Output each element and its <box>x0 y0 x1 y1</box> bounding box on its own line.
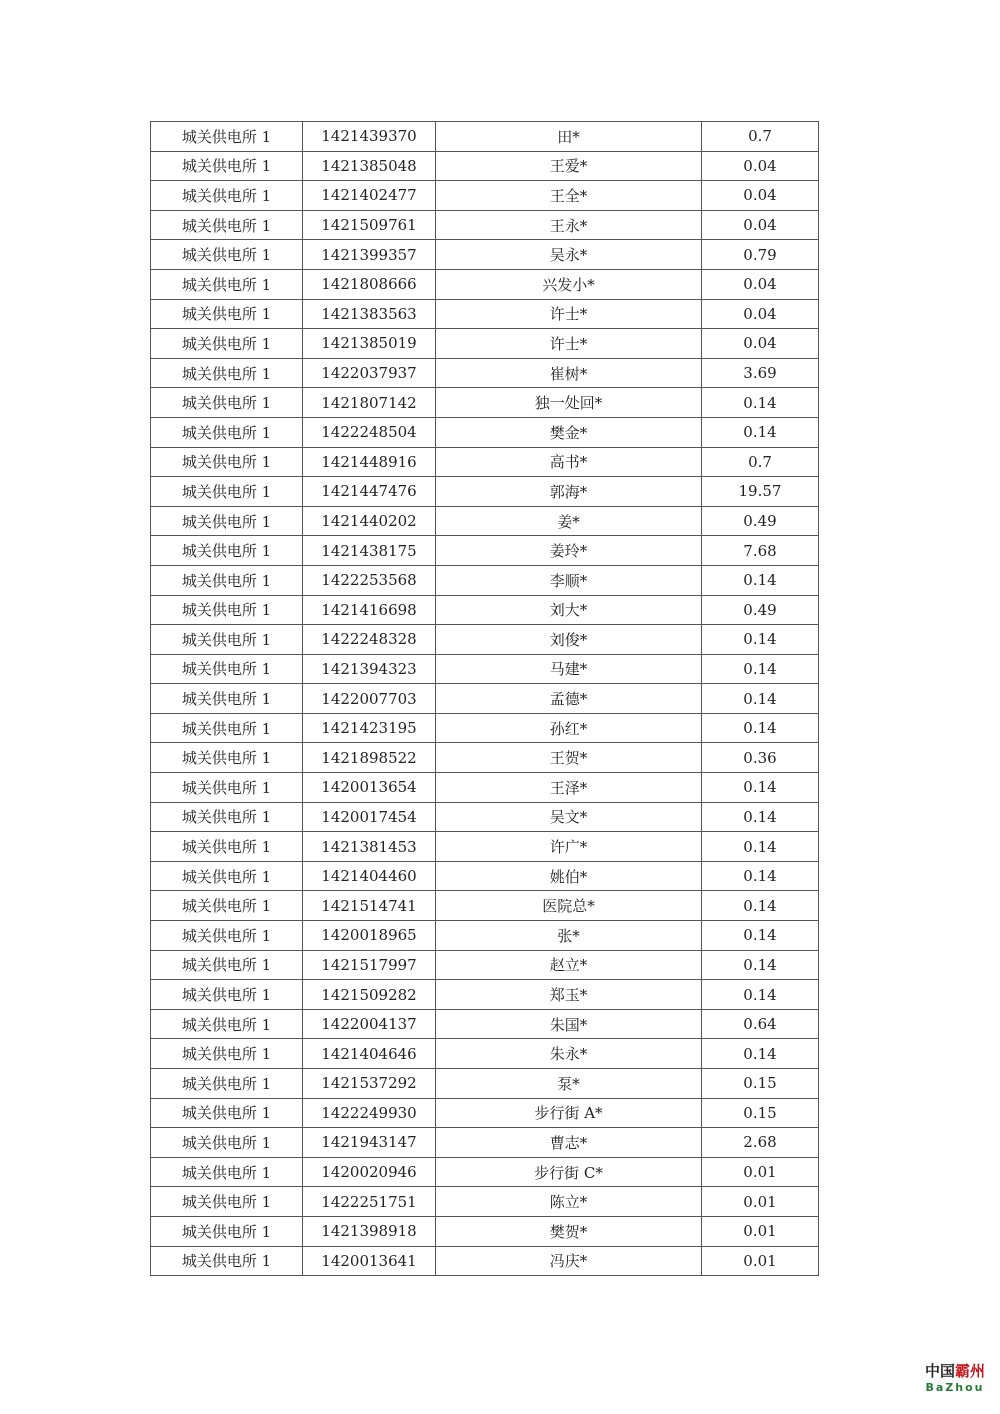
account-cell: 1420017454 <box>303 802 436 832</box>
amount-cell: 0.04 <box>702 181 819 211</box>
customer-cell: 吴文* <box>436 802 702 832</box>
table-row <box>151 506 819 536</box>
account-cell: 1421447476 <box>303 477 436 507</box>
amount-cell: 0.14 <box>702 654 819 684</box>
station-cell: 城关供电所 1 <box>151 921 303 951</box>
account-cell: 1421439370 <box>303 122 436 152</box>
station-cell: 城关供电所 1 <box>151 980 303 1010</box>
table-row <box>151 980 819 1010</box>
account-cell: 1421438175 <box>303 536 436 566</box>
table-row <box>151 477 819 507</box>
table-row <box>151 1069 819 1099</box>
customer-cell: 郑玉* <box>436 980 702 1010</box>
account-cell: 1422253568 <box>303 565 436 595</box>
amount-cell: 0.01 <box>702 1216 819 1246</box>
table-row <box>151 743 819 773</box>
table-row <box>151 1098 819 1128</box>
table-row <box>151 595 819 625</box>
account-cell: 1422248504 <box>303 417 436 447</box>
account-cell: 1421509761 <box>303 210 436 240</box>
station-cell: 城关供电所 1 <box>151 773 303 803</box>
account-cell: 1420013641 <box>303 1246 436 1276</box>
logo-title-red: 霸州 <box>955 1362 986 1380</box>
customer-cell: 王泽* <box>436 773 702 803</box>
logo-title <box>924 1364 986 1379</box>
amount-cell: 0.64 <box>702 1009 819 1039</box>
account-cell: 1421509282 <box>303 980 436 1010</box>
account-cell: 1421807142 <box>303 388 436 418</box>
account-cell: 1421394323 <box>303 654 436 684</box>
customer-cell: 吴永* <box>436 240 702 270</box>
account-cell: 1420020946 <box>303 1157 436 1187</box>
customer-cell: 王全* <box>436 181 702 211</box>
amount-cell: 0.04 <box>702 329 819 359</box>
amount-cell: 0.49 <box>702 595 819 625</box>
station-cell: 城关供电所 1 <box>151 506 303 536</box>
customer-cell: 朱国* <box>436 1009 702 1039</box>
table-row <box>151 181 819 211</box>
station-cell: 城关供电所 1 <box>151 1128 303 1158</box>
station-cell: 城关供电所 1 <box>151 151 303 181</box>
customer-cell: 医院总* <box>436 891 702 921</box>
customer-cell: 刘大* <box>436 595 702 625</box>
amount-cell: 0.49 <box>702 506 819 536</box>
table-row <box>151 1246 819 1276</box>
station-cell: 城关供电所 1 <box>151 181 303 211</box>
station-cell: 城关供电所 1 <box>151 388 303 418</box>
amount-cell: 0.14 <box>702 921 819 951</box>
amount-cell: 0.14 <box>702 1039 819 1069</box>
station-cell: 城关供电所 1 <box>151 240 303 270</box>
customer-cell: 独一处回* <box>436 388 702 418</box>
customer-cell: 兴发小* <box>436 269 702 299</box>
customer-cell: 崔树* <box>436 358 702 388</box>
table-row <box>151 802 819 832</box>
amount-cell: 0.04 <box>702 299 819 329</box>
customer-cell: 王贺* <box>436 743 702 773</box>
customer-cell: 张* <box>436 921 702 951</box>
station-cell: 城关供电所 1 <box>151 1187 303 1217</box>
station-cell: 城关供电所 1 <box>151 477 303 507</box>
account-cell: 1422004137 <box>303 1009 436 1039</box>
account-cell: 1422251751 <box>303 1187 436 1217</box>
account-cell: 1422037937 <box>303 358 436 388</box>
account-cell: 1421416698 <box>303 595 436 625</box>
customer-cell: 樊金* <box>436 417 702 447</box>
table-row <box>151 1039 819 1069</box>
customer-cell: 冯庆* <box>436 1246 702 1276</box>
account-cell: 1421383563 <box>303 299 436 329</box>
table-row <box>151 625 819 655</box>
amount-cell: 0.14 <box>702 565 819 595</box>
station-cell: 城关供电所 1 <box>151 1098 303 1128</box>
customer-cell: 樊贺* <box>436 1216 702 1246</box>
amount-cell: 0.14 <box>702 773 819 803</box>
amount-cell: 0.14 <box>702 625 819 655</box>
customer-cell: 陈立* <box>436 1187 702 1217</box>
customer-cell: 泵* <box>436 1069 702 1099</box>
amount-cell: 7.68 <box>702 536 819 566</box>
station-cell: 城关供电所 1 <box>151 1069 303 1099</box>
table-row <box>151 1216 819 1246</box>
customer-cell: 李顺* <box>436 565 702 595</box>
account-cell: 1421404646 <box>303 1039 436 1069</box>
amount-cell: 3.69 <box>702 358 819 388</box>
account-cell: 1421404460 <box>303 861 436 891</box>
account-cell: 1421537292 <box>303 1069 436 1099</box>
table-row <box>151 832 819 862</box>
station-cell: 城关供电所 1 <box>151 684 303 714</box>
amount-cell: 0.14 <box>702 802 819 832</box>
table-row <box>151 388 819 418</box>
table-row <box>151 713 819 743</box>
amount-cell: 0.01 <box>702 1157 819 1187</box>
amount-cell: 19.57 <box>702 477 819 507</box>
table-row <box>151 950 819 980</box>
table-row <box>151 358 819 388</box>
account-cell: 1421808666 <box>303 269 436 299</box>
station-cell: 城关供电所 1 <box>151 625 303 655</box>
station-cell: 城关供电所 1 <box>151 417 303 447</box>
account-cell: 1421385019 <box>303 329 436 359</box>
amount-cell: 0.14 <box>702 713 819 743</box>
amount-cell: 0.14 <box>702 861 819 891</box>
amount-cell: 0.36 <box>702 743 819 773</box>
customer-cell: 王永* <box>436 210 702 240</box>
customer-cell: 郭海* <box>436 477 702 507</box>
account-cell: 1422007703 <box>303 684 436 714</box>
station-cell: 城关供电所 1 <box>151 565 303 595</box>
table-row <box>151 891 819 921</box>
table-row <box>151 1128 819 1158</box>
table-row <box>151 1009 819 1039</box>
customer-cell: 马建* <box>436 654 702 684</box>
account-cell: 1420018965 <box>303 921 436 951</box>
table-row <box>151 773 819 803</box>
customer-cell: 姚伯* <box>436 861 702 891</box>
amount-cell: 0.14 <box>702 980 819 1010</box>
table-row <box>151 565 819 595</box>
amount-cell: 0.15 <box>702 1069 819 1099</box>
account-cell: 1421517997 <box>303 950 436 980</box>
amount-cell: 0.04 <box>702 269 819 299</box>
station-cell: 城关供电所 1 <box>151 447 303 477</box>
customer-cell: 田* <box>436 122 702 152</box>
station-cell: 城关供电所 1 <box>151 299 303 329</box>
station-cell: 城关供电所 1 <box>151 832 303 862</box>
station-cell: 城关供电所 1 <box>151 1216 303 1246</box>
table-row <box>151 299 819 329</box>
customer-cell: 步行街 C* <box>436 1157 702 1187</box>
account-cell: 1421398918 <box>303 1216 436 1246</box>
station-cell: 城关供电所 1 <box>151 1009 303 1039</box>
table-row <box>151 210 819 240</box>
customer-cell: 许广* <box>436 832 702 862</box>
logo-title-black: 中国 <box>924 1362 955 1380</box>
station-cell: 城关供电所 1 <box>151 861 303 891</box>
table-row <box>151 536 819 566</box>
account-cell: 1422248328 <box>303 625 436 655</box>
customer-cell: 姜玲* <box>436 536 702 566</box>
amount-cell: 0.04 <box>702 210 819 240</box>
account-cell: 1421385048 <box>303 151 436 181</box>
amount-cell: 0.7 <box>702 122 819 152</box>
amount-cell: 0.01 <box>702 1187 819 1217</box>
table-row <box>151 151 819 181</box>
table-row <box>151 240 819 270</box>
station-cell: 城关供电所 1 <box>151 358 303 388</box>
customer-cell: 王爱* <box>436 151 702 181</box>
customer-cell: 朱永* <box>436 1039 702 1069</box>
station-cell: 城关供电所 1 <box>151 654 303 684</box>
data-table <box>150 121 819 1276</box>
account-cell: 1421514741 <box>303 891 436 921</box>
table-row <box>151 861 819 891</box>
site-logo <box>924 1364 986 1393</box>
station-cell: 城关供电所 1 <box>151 1157 303 1187</box>
table-row <box>151 1157 819 1187</box>
customer-cell: 许士* <box>436 329 702 359</box>
table-row <box>151 447 819 477</box>
account-cell: 1421381453 <box>303 832 436 862</box>
table-row <box>151 122 819 152</box>
logo-latin: BaZhou <box>925 1381 985 1394</box>
customer-cell: 姜* <box>436 506 702 536</box>
amount-cell: 0.14 <box>702 891 819 921</box>
table-row <box>151 329 819 359</box>
amount-cell: 0.01 <box>702 1246 819 1276</box>
account-cell: 1421448916 <box>303 447 436 477</box>
customer-cell: 高书* <box>436 447 702 477</box>
account-cell: 1421898522 <box>303 743 436 773</box>
station-cell: 城关供电所 1 <box>151 891 303 921</box>
amount-cell: 0.79 <box>702 240 819 270</box>
account-cell: 1421423195 <box>303 713 436 743</box>
station-cell: 城关供电所 1 <box>151 536 303 566</box>
customer-cell: 孙红* <box>436 713 702 743</box>
table-body <box>151 122 819 1276</box>
station-cell: 城关供电所 1 <box>151 122 303 152</box>
account-cell: 1421440202 <box>303 506 436 536</box>
table-row <box>151 684 819 714</box>
station-cell: 城关供电所 1 <box>151 713 303 743</box>
table-row <box>151 1187 819 1217</box>
table-row <box>151 921 819 951</box>
customer-cell: 许士* <box>436 299 702 329</box>
station-cell: 城关供电所 1 <box>151 743 303 773</box>
table-row <box>151 269 819 299</box>
amount-cell: 0.14 <box>702 832 819 862</box>
station-cell: 城关供电所 1 <box>151 1039 303 1069</box>
customer-cell: 曹志* <box>436 1128 702 1158</box>
customer-cell: 刘俊* <box>436 625 702 655</box>
account-cell: 1422249930 <box>303 1098 436 1128</box>
station-cell: 城关供电所 1 <box>151 1246 303 1276</box>
station-cell: 城关供电所 1 <box>151 210 303 240</box>
account-cell: 1421399357 <box>303 240 436 270</box>
amount-cell: 2.68 <box>702 1128 819 1158</box>
customer-cell: 孟德* <box>436 684 702 714</box>
amount-cell: 0.14 <box>702 950 819 980</box>
account-cell: 1421402477 <box>303 181 436 211</box>
amount-cell: 0.04 <box>702 151 819 181</box>
station-cell: 城关供电所 1 <box>151 329 303 359</box>
station-cell: 城关供电所 1 <box>151 802 303 832</box>
amount-cell: 0.15 <box>702 1098 819 1128</box>
table-row <box>151 654 819 684</box>
account-cell: 1420013654 <box>303 773 436 803</box>
amount-cell: 0.14 <box>702 684 819 714</box>
amount-cell: 0.7 <box>702 447 819 477</box>
account-cell: 1421943147 <box>303 1128 436 1158</box>
station-cell: 城关供电所 1 <box>151 269 303 299</box>
table-row <box>151 417 819 447</box>
station-cell: 城关供电所 1 <box>151 595 303 625</box>
customer-cell: 步行街 A* <box>436 1098 702 1128</box>
station-cell: 城关供电所 1 <box>151 950 303 980</box>
amount-cell: 0.14 <box>702 417 819 447</box>
amount-cell: 0.14 <box>702 388 819 418</box>
customer-cell: 赵立* <box>436 950 702 980</box>
